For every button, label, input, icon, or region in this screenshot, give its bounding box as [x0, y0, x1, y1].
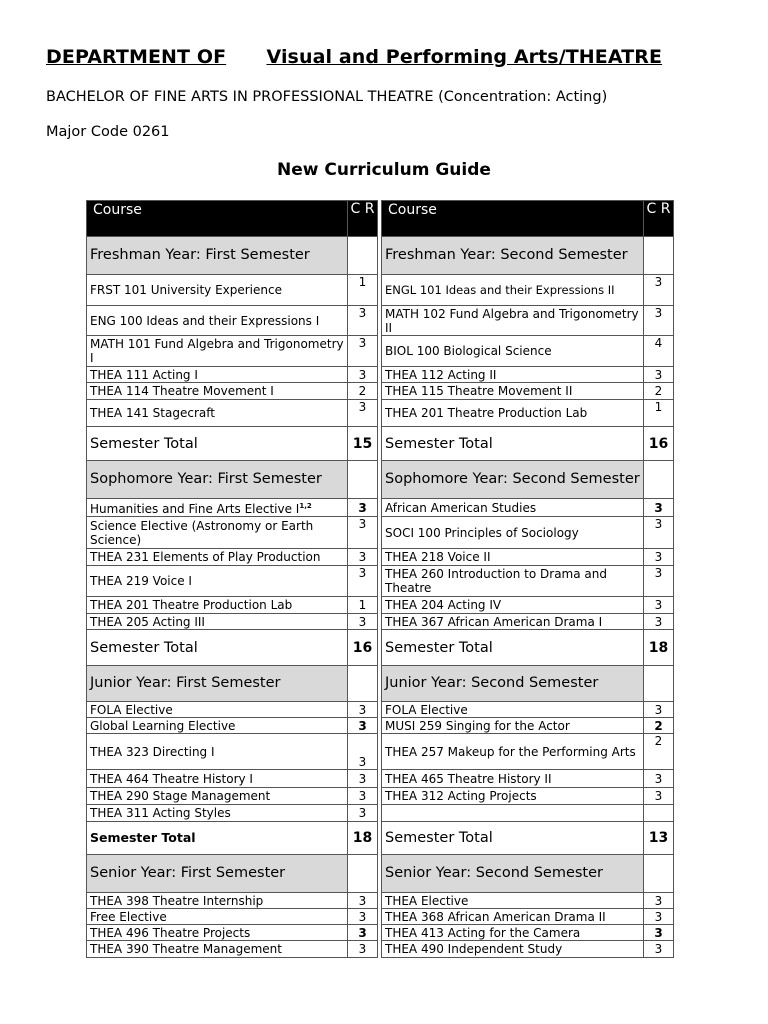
credit-cell: 3: [348, 734, 378, 770]
course-cell: THEA 141 Stagecraft: [87, 400, 348, 427]
semester-header-row: [87, 237, 674, 275]
credit-cell: 3: [644, 597, 674, 614]
table-row: [87, 925, 674, 941]
semester-total-label: Semester Total: [382, 630, 644, 666]
semester-title: Freshman Year: First Semester: [87, 237, 348, 275]
department-heading: [46, 46, 662, 68]
credit-cell: 3: [348, 941, 378, 958]
course-cell: THEA 231 Elements of Play Production: [87, 549, 348, 566]
course-cell: THEA 260 Introduction to Drama and Theatre: [382, 566, 644, 597]
table-row: [87, 383, 674, 400]
semester-total-credits: 18: [348, 822, 378, 855]
credit-cell: 2: [644, 383, 674, 400]
semester-total-label: Semester Total: [87, 630, 348, 666]
course-cell: THEA Elective: [382, 893, 644, 909]
credit-cell: 3: [644, 893, 674, 909]
semester-total-credits: 13: [644, 822, 674, 855]
credit-cell: 1: [348, 275, 378, 306]
course-cell: THEA 257 Makeup for the Performing Arts: [382, 734, 644, 770]
credit-cell: 3: [644, 517, 674, 549]
course-column-header: Course: [87, 201, 348, 237]
course-cell: THEA 111 Acting I: [87, 367, 348, 383]
semester-total-credits: 15: [348, 427, 378, 461]
table-row: [87, 614, 674, 630]
course-cell: FRST 101 University Experience: [87, 275, 348, 306]
credit-cell: 3: [348, 499, 378, 517]
credit-cell: 3: [644, 614, 674, 630]
course-column-header: Course: [382, 201, 644, 237]
table-row: [87, 941, 674, 958]
degree-title: BACHELOR OF FINE ARTS IN PROFESSIONAL THEATRE (Concentration: Acting): [46, 89, 608, 105]
course-cell: Humanities and Fine Arts Elective I$^{1,2}$: [87, 499, 348, 517]
course-cell: THEA 323 Directing I: [87, 734, 348, 770]
credit-cell: 3: [348, 306, 378, 336]
table-row: [87, 517, 674, 549]
credit-cell: 3: [348, 367, 378, 383]
credit-cell: 1: [644, 400, 674, 427]
table-row: [87, 788, 674, 805]
course-cell: Global Learning Elective: [87, 718, 348, 734]
course-cell: THEA 398 Theatre Internship: [87, 893, 348, 909]
semester-total-label: Semester Total: [87, 822, 348, 855]
course-cell: THEA 311 Acting Styles: [87, 805, 348, 822]
credit-cell: 3: [644, 549, 674, 566]
credit-cell: 3: [644, 566, 674, 597]
course-cell: THEA 201 Theatre Production Lab: [382, 400, 644, 427]
credit-cell: 2: [644, 734, 674, 770]
table-row: [87, 336, 674, 367]
credit-cell: 3: [644, 909, 674, 925]
credit-column-header: C R: [348, 201, 378, 237]
semester-title: Sophomore Year: First Semester: [87, 461, 348, 499]
course-cell: THEA 390 Theatre Management: [87, 941, 348, 958]
credit-cell: 3: [644, 275, 674, 306]
semester-total-label: Semester Total: [382, 427, 644, 461]
course-cell: BIOL 100 Biological Science: [382, 336, 644, 367]
course-cell: THEA 219 Voice I: [87, 566, 348, 597]
credit-cell: [644, 805, 674, 822]
course-cell: THEA 490 Independent Study: [382, 941, 644, 958]
semester-title: Senior Year: Second Semester: [382, 855, 644, 893]
semester-total-row: [87, 822, 674, 855]
course-cell: FOLA Elective: [382, 702, 644, 718]
table-row: [87, 400, 674, 427]
semester-total-credits: 16: [644, 427, 674, 461]
semester-total-label: Semester Total: [87, 427, 348, 461]
footnote-marker: 1,2: [299, 502, 312, 510]
course-cell: MUSI 259 Singing for the Actor: [382, 718, 644, 734]
table-row: [87, 718, 674, 734]
course-cell: THEA 496 Theatre Projects: [87, 925, 348, 941]
credit-cell: 3: [348, 718, 378, 734]
course-cell: ENGL 101 Ideas and their Expressions II: [382, 275, 644, 306]
credit-cell: 3: [348, 566, 378, 597]
credit-cell: 3: [348, 909, 378, 925]
course-cell: THEA 290 Stage Management: [87, 788, 348, 805]
table-row: [87, 367, 674, 383]
semester-total-credits: 18: [644, 630, 674, 666]
course-cell: Science Elective (Astronomy or Earth Science): [87, 517, 348, 549]
course-cell: THEA 204 Acting IV: [382, 597, 644, 614]
semester-title: Freshman Year: Second Semester: [382, 237, 644, 275]
table-row: [87, 805, 674, 822]
semester-header-row: [87, 855, 674, 893]
guide-title: New Curriculum Guide: [277, 160, 491, 180]
credit-cell: 3: [348, 770, 378, 788]
table-row: [87, 499, 674, 517]
table-row: [87, 909, 674, 925]
credit-cell: 3: [348, 336, 378, 367]
table-row: [87, 275, 674, 306]
credit-cell: 3: [644, 770, 674, 788]
course-cell: Free Elective: [87, 909, 348, 925]
credit-cell: 3: [348, 614, 378, 630]
table-row: [87, 597, 674, 614]
course-cell: THEA 115 Theatre Movement II: [382, 383, 644, 400]
course-cell: THEA 465 Theatre History II: [382, 770, 644, 788]
course-cell: THEA 464 Theatre History I: [87, 770, 348, 788]
semester-title: Junior Year: First Semester: [87, 666, 348, 702]
curriculum-table: [86, 200, 674, 958]
major-code: Major Code 0261: [46, 124, 170, 140]
course-cell: THEA 205 Acting III: [87, 614, 348, 630]
credit-cell: 3: [348, 805, 378, 822]
credit-cell: 4: [644, 336, 674, 367]
credit-cell: 1: [348, 597, 378, 614]
course-cell: THEA 312 Acting Projects: [382, 788, 644, 805]
course-cell: THEA 413 Acting for the Camera: [382, 925, 644, 941]
table-row: [87, 734, 674, 770]
course-cell: THEA 368 African American Drama II: [382, 909, 644, 925]
table-row: [87, 770, 674, 788]
department-prefix: DEPARTMENT OF: [46, 46, 227, 68]
course-cell: THEA 112 Acting II: [382, 367, 644, 383]
semester-title: Sophomore Year: Second Semester: [382, 461, 644, 499]
credit-cell: 3: [348, 517, 378, 549]
credit-cell: 3: [348, 400, 378, 427]
table-row: [87, 702, 674, 718]
course-cell: [382, 805, 644, 822]
credit-cell: 3: [348, 788, 378, 805]
semester-title: Junior Year: Second Semester: [382, 666, 644, 702]
semester-total-credits: 16: [348, 630, 378, 666]
table-header-row: [87, 201, 674, 237]
semester-title: Senior Year: First Semester: [87, 855, 348, 893]
credit-cell: 2: [644, 718, 674, 734]
course-cell: MATH 102 Fund Algebra and Trigonometry II: [382, 306, 644, 336]
department-name: Visual and Performing Arts/THEATRE: [266, 46, 663, 68]
course-cell: THEA 367 African American Drama I: [382, 614, 644, 630]
table-row: [87, 549, 674, 566]
course-cell: THEA 201 Theatre Production Lab: [87, 597, 348, 614]
course-cell: MATH 101 Fund Algebra and Trigonometry I: [87, 336, 348, 367]
semester-total-label: Semester Total: [382, 822, 644, 855]
credit-cell: 3: [644, 925, 674, 941]
credit-cell: 3: [348, 549, 378, 566]
credit-cell: 3: [348, 702, 378, 718]
credit-cell: 3: [644, 788, 674, 805]
table-row: [87, 306, 674, 336]
table-row: [87, 893, 674, 909]
credit-cell: 3: [348, 893, 378, 909]
course-cell: SOCI 100 Principles of Sociology: [382, 517, 644, 549]
semester-total-row: [87, 630, 674, 666]
credit-column-header: C R: [644, 201, 674, 237]
credit-cell: 3: [644, 499, 674, 517]
semester-header-row: [87, 461, 674, 499]
credit-cell: 2: [348, 383, 378, 400]
table-row: [87, 566, 674, 597]
credit-cell: 3: [348, 925, 378, 941]
course-cell: FOLA Elective: [87, 702, 348, 718]
credit-cell: 3: [644, 306, 674, 336]
course-cell: African American Studies: [382, 499, 644, 517]
semester-header-row: [87, 666, 674, 702]
credit-cell: 3: [644, 941, 674, 958]
semester-total-row: [87, 427, 674, 461]
course-cell: THEA 114 Theatre Movement I: [87, 383, 348, 400]
credit-cell: 3: [644, 702, 674, 718]
course-cell: THEA 218 Voice II: [382, 549, 644, 566]
course-cell: ENG 100 Ideas and their Expressions I: [87, 306, 348, 336]
credit-cell: 3: [644, 367, 674, 383]
